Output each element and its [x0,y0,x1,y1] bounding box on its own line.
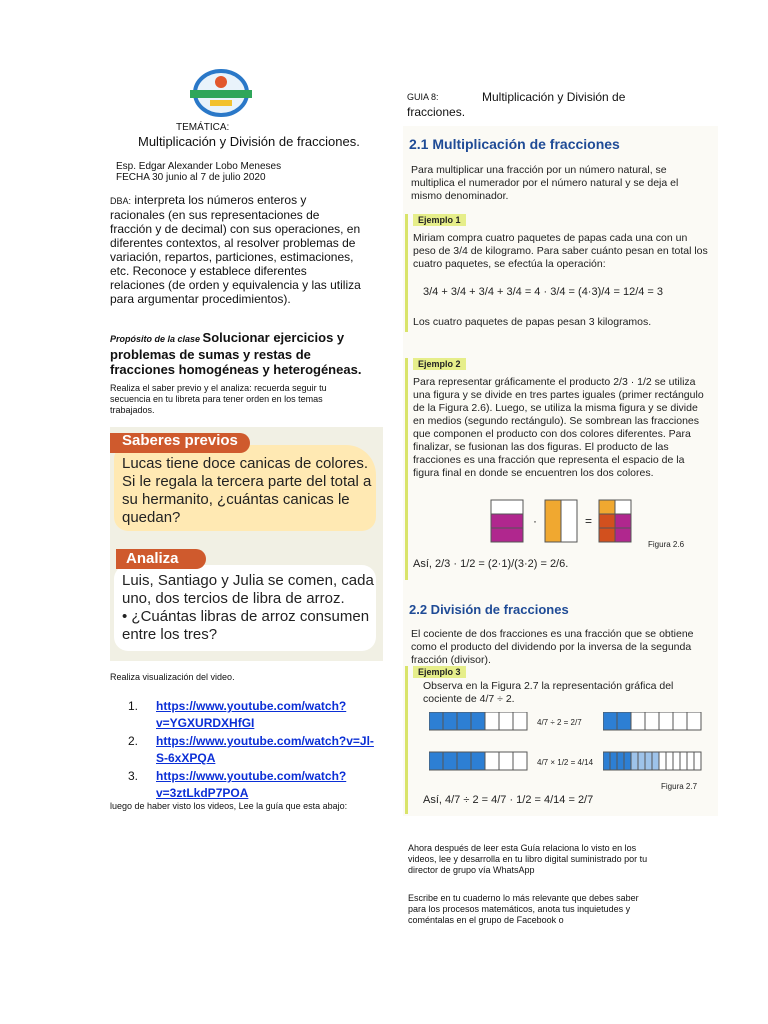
example-bar [405,214,408,332]
video-label: Realiza visualización del video. [110,672,235,682]
analiza-bullet: • ¿Cuántas libras de arroz consumen entre los tres? [122,608,370,643]
notebook-instruction: Escribe en tu cuaderno lo más relevante que debes saber para los procesos matemáticos, anota tus inquietudes y coméntalas en el grupo de Facebook o [408,893,639,925]
figure-2-7-right [603,712,703,776]
dba-paragraph [110,193,362,306]
example-1-text: Miriam compra cuatro paquetes de papas cada una con un peso de 3/4 de kilogramo. Para saber cuánto pesan en total los cuatro paquetes, se efectúa la operación: [413,232,708,270]
example-1-tag: Ejemplo 1 [413,214,466,226]
example-bar [405,358,408,580]
after-reading-instruction: Ahora después de leer esta Guía relaciona lo visto en los videos, lee y desarrolla en tu libro digital suministrado por tu director de grupo vía WhatsApp [408,843,648,875]
luego-instruction: luego de haber visto los videos, Lee la guía que esta abajo: [110,801,348,811]
figure-2-7-op2: 4/7 × 1/2 = 4/14 [537,758,594,767]
example-3-result: Así, 4/7 ÷ 2 = 4/7 · 1/2 = 4/14 = 2/7 [423,794,594,806]
saberes-analiza-box [110,427,383,661]
school-logo [188,68,254,118]
example-2-result: Así, 2/3 · 1/2 = (2·1)/(3·2) = 2/6. [413,558,569,570]
svg-text:·: · [533,514,537,528]
division-definition: El cociente de dos fracciones es una fracción que se obtiene como el producto del dividendo por la inversa de la segunda fracción (divisor). [411,628,694,666]
tematica-title: Multiplicación y División de fracciones. [138,134,360,149]
multiplicacion-definition: Para multiplicar una fracción por un número natural, se multiplica el numerador por el número natural y se deja el mismo denominador. [411,164,679,202]
figure-2-6-caption: Figura 2.6 [648,540,685,549]
saberes-title: Saberes previos [122,432,238,449]
video-links-list [128,698,378,803]
dba-label: DBA: [110,196,132,206]
example-3-text: Observa en la Figura 2.7 la representación gráfica del cociente de 4/7 ÷ 2. [423,680,674,705]
link-number: 3. [128,769,139,783]
analiza-text: Luis, Santiago y Julia se comen, cada uno, dos tercios de libra de arroz. [122,572,374,607]
saberes-text: Lucas tiene doce canicas de colores. Si le regala la tercera parte del total a su hermanito, ¿cuántas canicas le quedan? [122,455,372,526]
example-1-operation: 3/4 + 3/4 + 3/4 + 3/4 = 4 · 3/4 = (4·3)/4 = 12/4 = 3 [423,286,664,298]
video-link-1[interactable]: https://www.youtube.com/watch?v=YGXURDXHfGI [156,699,347,730]
example-bar [405,666,408,814]
example-2-tag: Ejemplo 2 [413,358,466,370]
proposito-label: Propósito de la clase [110,334,203,344]
guia-label: GUIA 8: [407,92,439,102]
figure-2-7-op1: 4/7 ÷ 2 = 2/7 [537,718,582,727]
guia-title-continued: fracciones. [407,105,466,119]
tematica-label: TEMÁTICA: [176,122,230,133]
dba-text: interpreta los números enteros y racionales (en sus representaciones de fracción y de decimal) con sus operaciones, en diferentes contextos, al resolver problemas de variación, repartos, particiones, estimaciones, etc. Reconoce y establece diferentes relaciones (de orden y equivalencia y las utiliza para argumentar procedimientos). [110,193,361,306]
section-heading-multiplicacion: 2.1 Multiplicación de fracciones [409,136,620,152]
realiza-instruction: Realiza el saber previo y el analiza: recuerda seguir tu secuencia en tu libreta para tener orden en los temas trabajados. [110,383,327,415]
analiza-title: Analiza [126,550,179,567]
figure-2-6 [489,498,639,546]
example-1-result: Los cuatro paquetes de papas pesan 3 kilogramos. [413,316,652,328]
video-link-2[interactable]: https://www.youtube.com/watch?v=Jl-S-6xXPQA [156,734,374,765]
video-link-item [128,698,378,732]
link-number: 1. [128,699,139,713]
video-link-item [128,733,378,767]
guia-title: Multiplicación y División de [482,90,626,104]
video-link-item [128,768,378,802]
svg-text:=: = [585,514,593,528]
proposito-text: Solucionar ejercicios y problemas de sumas y restas de fracciones homogéneas y heterogéneas. [110,330,362,377]
example-2-text: Para representar gráficamente el producto 2/3 · 1/2 se utiliza una figura y se divide en tres partes iguales (primer rectángulo de la Figura 2.6). Luego, se utiliza la misma figura y se divide en medios (segundo rectángulo). Se sombrean las fracciones que componen el producto con dos colores diferentes. Para finalizar, se fusionan las dos figuras. El producto de las fracciones es una fracción que representa el espacio de la figura final en donde se encuentren los dos colores. [413,376,704,479]
author-block [116,161,281,183]
example-3-tag: Ejemplo 3 [413,666,466,678]
section-heading-division: 2.2 División de fracciones [409,602,569,617]
author-name: Esp. Edgar Alexander Lobo Meneses [116,161,282,172]
video-link-3[interactable]: https://www.youtube.com/watch?v=3ztLkdP7POA [156,769,347,800]
proposito-paragraph [110,330,368,377]
textbook-scan [403,126,718,816]
link-number: 2. [128,734,139,748]
date-range: FECHA 30 junio al 7 de julio 2020 [116,172,266,183]
figure-2-7-caption: Figura 2.7 [661,782,698,791]
